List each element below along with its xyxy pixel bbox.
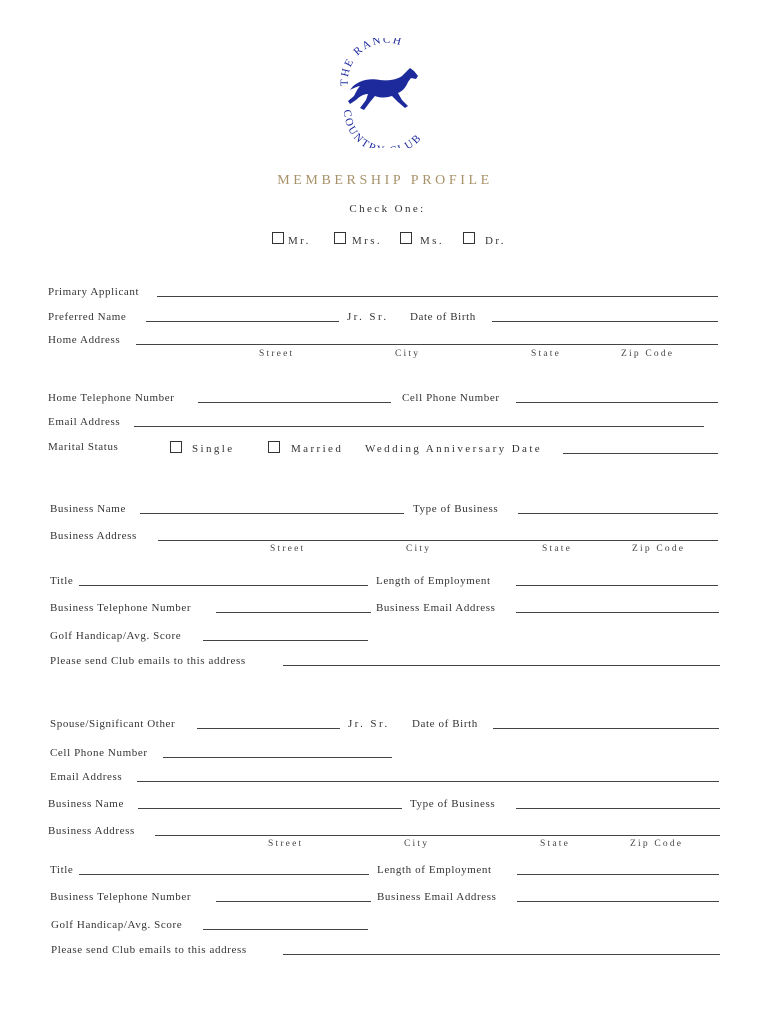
spouse-club-emails-label: Please send Club emails to this address [51, 944, 247, 956]
spouse-business-name-field[interactable] [138, 808, 402, 809]
business-address-field[interactable] [158, 540, 718, 541]
spouse-business-name-label: Business Name [48, 798, 124, 810]
spouse-business-email-label: Business Email Address [377, 891, 497, 903]
club-logo [330, 38, 440, 148]
home-state-label: State [531, 349, 561, 359]
spouse-email-label: Email Address [50, 771, 123, 783]
home-address-label: Home Address [48, 334, 121, 346]
spouse-city-label: City [404, 839, 430, 849]
business-type-field[interactable] [518, 513, 718, 514]
logo-top-text: THE RANCH [338, 38, 405, 87]
spouse-jr-sr-label: Jr. Sr. [348, 718, 390, 730]
primary-jr-sr-label: Jr. Sr. [347, 311, 389, 323]
check-one-label: Check One: [349, 203, 426, 215]
business-email-field[interactable] [516, 612, 719, 613]
business-email-label: Business Email Address [376, 602, 496, 614]
email-label: Email Address [48, 416, 121, 428]
employment-length-field[interactable] [516, 585, 718, 586]
wedding-anniversary-field[interactable] [563, 453, 718, 454]
primary-applicant-field[interactable] [157, 296, 718, 297]
spouse-cell-phone-label: Cell Phone Number [50, 747, 148, 759]
marital-status-label: Marital Status [48, 441, 119, 453]
spouse-state-label: State [540, 839, 570, 849]
golf-handicap-label: Golf Handicap/Avg. Score [50, 630, 182, 642]
employment-length-label: Length of Employment [376, 575, 491, 587]
spouse-dob-field[interactable] [493, 728, 719, 729]
spouse-employment-length-label: Length of Employment [377, 864, 492, 876]
golf-handicap-field[interactable] [203, 640, 368, 641]
business-address-label: Business Address [50, 530, 137, 542]
spouse-title-label: Title [50, 864, 74, 876]
checkbox-mr[interactable] [272, 232, 284, 244]
spouse-cell-phone-field[interactable] [163, 757, 392, 758]
spouse-employment-length-field[interactable] [517, 874, 719, 875]
preferred-name-field[interactable] [146, 321, 339, 322]
cell-phone-label: Cell Phone Number [402, 392, 500, 404]
spouse-business-type-field[interactable] [516, 808, 720, 809]
preferred-name-label: Preferred Name [48, 311, 127, 323]
business-phone-field[interactable] [216, 612, 371, 613]
checkbox-single[interactable] [170, 441, 182, 453]
spouse-name-label: Spouse/Significant Other [50, 718, 176, 730]
wedding-anniversary-label: Wedding Anniversary Date [365, 443, 543, 455]
spouse-business-phone-field[interactable] [216, 901, 371, 902]
checkbox-ms[interactable] [400, 232, 412, 244]
spouse-business-type-label: Type of Business [410, 798, 496, 810]
business-type-label: Type of Business [413, 503, 499, 515]
salutation-ms: Ms. [420, 235, 445, 247]
business-city-label: City [406, 544, 432, 554]
spouse-business-address-field[interactable] [155, 835, 720, 836]
club-emails-field[interactable] [283, 665, 720, 666]
horse-silhouette [348, 68, 418, 110]
horse-logo-icon [330, 38, 440, 148]
primary-dob-label: Date of Birth [410, 311, 476, 323]
single-label: Single [192, 443, 235, 455]
club-emails-label: Please send Club emails to this address [50, 655, 246, 667]
business-state-label: State [542, 544, 572, 554]
business-name-label: Business Name [50, 503, 126, 515]
spouse-golf-handicap-label: Golf Handicap/Avg. Score [51, 919, 183, 931]
salutation-mrs: Mrs. [352, 235, 383, 247]
business-street-label: Street [270, 544, 306, 554]
spouse-business-phone-label: Business Telephone Number [50, 891, 192, 903]
checkbox-married[interactable] [268, 441, 280, 453]
logo-bottom-text: COUNT UB [340, 109, 425, 148]
business-phone-label: Business Telephone Number [50, 602, 192, 614]
primary-applicant-label: Primary Applicant [48, 286, 140, 298]
spouse-title-field[interactable] [79, 874, 369, 875]
home-city-label: City [395, 349, 421, 359]
spouse-street-label: Street [268, 839, 304, 849]
title-label: Title [50, 575, 74, 587]
page-title: MEMBERSHIP PROFILE [277, 173, 493, 188]
home-phone-field[interactable] [198, 402, 391, 403]
home-address-field[interactable] [136, 344, 718, 345]
salutation-dr: Dr. [485, 235, 506, 247]
spouse-name-field[interactable] [197, 728, 340, 729]
spouse-dob-label: Date of Birth [412, 718, 478, 730]
home-zip-label: Zip Code [621, 349, 675, 359]
spouse-golf-handicap-field[interactable] [203, 929, 368, 930]
checkbox-mrs[interactable] [334, 232, 346, 244]
cell-phone-field[interactable] [516, 402, 718, 403]
home-phone-label: Home Telephone Number [48, 392, 175, 404]
spouse-email-field[interactable] [137, 781, 719, 782]
business-zip-label: Zip Code [632, 544, 686, 554]
spouse-business-email-field[interactable] [517, 901, 719, 902]
email-field[interactable] [134, 426, 704, 427]
primary-dob-field[interactable] [492, 321, 718, 322]
title-field[interactable] [79, 585, 368, 586]
salutation-mr: Mr. [288, 235, 311, 247]
checkbox-dr[interactable] [463, 232, 475, 244]
home-street-label: Street [259, 349, 295, 359]
spouse-business-address-label: Business Address [48, 825, 135, 837]
spouse-zip-label: Zip Code [630, 839, 684, 849]
business-name-field[interactable] [140, 513, 404, 514]
spouse-club-emails-field[interactable] [283, 954, 720, 955]
married-label: Married [291, 443, 344, 455]
